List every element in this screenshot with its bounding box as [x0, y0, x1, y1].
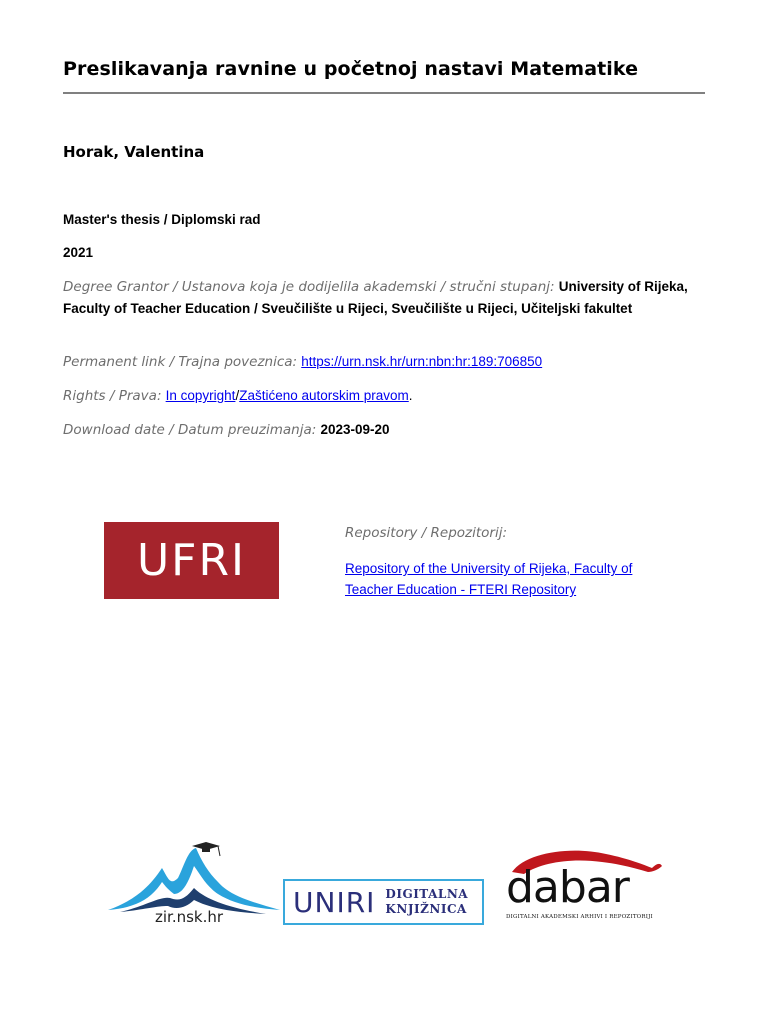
ufri-logo[interactable]	[104, 522, 279, 599]
uniri-logo-sub-line1: DIGITALNA	[385, 887, 469, 901]
ufri-logo-text: UFRI	[136, 535, 247, 586]
degree-grantor	[63, 276, 703, 320]
repository-label	[345, 523, 768, 544]
uniri-logo-subtitle	[385, 887, 468, 917]
document-title: Preslikavanja ravnine u početnoj nastavi Matematike	[63, 58, 639, 80]
dabar-logo-subtitle: DIGITALNI AKADEMSKI ARHIVI I REPOZITORIJI	[506, 914, 653, 920]
title-divider	[63, 92, 705, 94]
degree-grantor-value: University of Rijeka, Faculty of Teacher Education / Sveučilište u Rijeci, Sveučilište u Rijeci, Učiteljski fakultet	[63, 279, 688, 316]
repository-link-block	[345, 559, 665, 601]
download-date-value: 2023-09-20	[320, 422, 390, 437]
document-year: 2021	[63, 245, 94, 260]
uniri-logo-text: UNIRI	[293, 885, 376, 919]
zir-logo-text: zir.nsk.hr	[155, 908, 224, 926]
rights-label: Rights / Prava:	[63, 388, 162, 404]
rights-copyright-hr-link[interactable]: Zaštićeno autorskim pravom	[239, 388, 409, 403]
rights-in-copyright-link[interactable]: In copyright	[165, 388, 236, 403]
rights	[63, 385, 703, 407]
rights-end: .	[408, 388, 413, 403]
download-date	[63, 419, 703, 441]
permanent-link	[63, 351, 703, 373]
uniri-digital-library-logo[interactable]	[283, 879, 484, 925]
permanent-link-url[interactable]: https://urn.nsk.hr/urn:nbn:hr:189:706850	[301, 354, 543, 369]
degree-grantor-label: Degree Grantor / Ustanova koja je dodijelila akademski / stručni stupanj:	[63, 279, 555, 295]
repository-label-text: Repository / Repozitorij:	[345, 525, 508, 541]
repository-link[interactable]: Repository of the University of Rijeka, Faculty of Teacher Education - FTERI Repository	[345, 561, 633, 597]
uniri-logo-sub-line2: KNJIŽNICA	[385, 902, 467, 916]
rights-separator: /	[235, 388, 240, 403]
document-type: Master's thesis / Diplomski rad	[63, 212, 261, 227]
author-name: Horak, Valentina	[63, 143, 205, 161]
download-date-label: Download date / Datum preuzimanja:	[63, 422, 317, 438]
permanent-link-label: Permanent link / Trajna poveznica:	[63, 354, 298, 370]
dabar-logo-text: dabar	[506, 862, 629, 913]
